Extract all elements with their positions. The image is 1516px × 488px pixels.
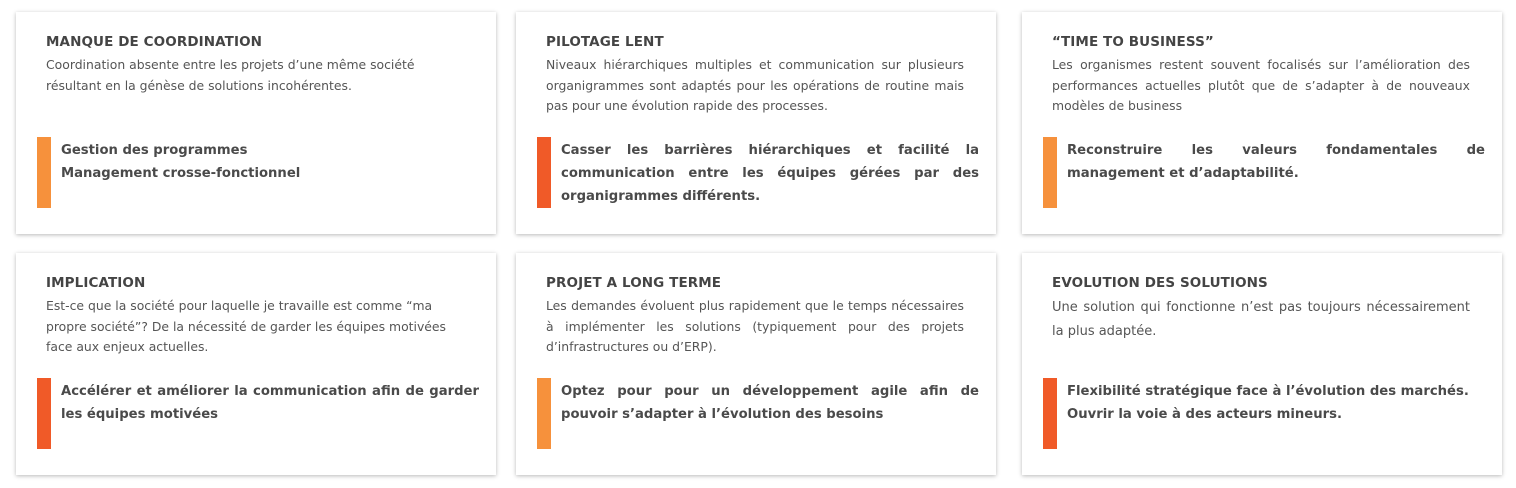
card-description: Coordination absente entre les projets d’une même société résultant en la génèse de solutions incohérentes.	[46, 57, 415, 93]
callout-text	[1067, 380, 1485, 426]
callout-line: Optez pour pour un développement agile afin de pouvoir s’adapter à l’évolution des besoins	[561, 384, 979, 422]
callout-text	[1067, 139, 1485, 185]
accent-bar	[537, 137, 551, 208]
accent-bar	[37, 378, 51, 449]
callout	[1043, 378, 1485, 449]
card-title: PILOTAGE LENT	[546, 34, 664, 50]
accent-bar	[37, 137, 51, 208]
card-pilotage-lent	[516, 12, 996, 234]
callout	[37, 137, 479, 208]
card-description: Une solution qui fonctionne n’est pas toujours nécessairement la plus adaptée.	[1052, 300, 1470, 339]
card-description: Les organismes restent souvent focalisés sur l’amélioration des performances actuelles plutôt que de s’adapter à de nouveaux modèles de business	[1052, 57, 1470, 113]
card-description: Niveaux hiérarchiques multiples et communication sur plusieurs organigrammes sont adaptés pour les opérations de routine mais pas pour une évolution rapide des processes.	[546, 57, 964, 113]
card-title: EVOLUTION DES SOLUTIONS	[1052, 275, 1268, 291]
callout-line: Management crosse-fonctionnel	[61, 166, 301, 181]
card-implication	[16, 253, 496, 475]
callout-text	[61, 380, 479, 426]
card-title: “TIME TO BUSINESS”	[1052, 34, 1214, 50]
card-projet-a-long-terme	[516, 253, 996, 475]
callout	[537, 378, 979, 449]
callout	[37, 378, 479, 449]
card-title: MANQUE DE COORDINATION	[46, 34, 263, 50]
accent-bar	[1043, 378, 1057, 449]
callout	[1043, 137, 1485, 208]
accent-bar	[1043, 137, 1057, 208]
callout-text	[61, 139, 479, 185]
card-title: IMPLICATION	[46, 275, 146, 291]
callout-line: Flexibilité stratégique face à l’évolution des marchés.	[1067, 384, 1469, 399]
card-evolution-des-solutions	[1022, 253, 1502, 475]
callout-line: Ouvrir la voie à des acteurs mineurs.	[1067, 407, 1342, 422]
callout-text	[561, 139, 979, 208]
callout-line: Accélérer et améliorer la communication afin de garder les équipes motivées	[61, 384, 479, 422]
callout-line: Reconstruire les valeurs fondamentales de management et d’adaptabilité.	[1067, 143, 1485, 181]
card-manque-de-coordination	[16, 12, 496, 234]
callout	[537, 137, 979, 208]
card-description: Les demandes évoluent plus rapidement que le temps nécessaires à implémenter les solutions (typiquement pour des projets d’infrastructures ou d’ERP).	[546, 298, 964, 354]
card-title: PROJET A LONG TERME	[546, 275, 722, 291]
card-description: Est-ce que la société pour laquelle je travaille est comme “ma propre société”? De la nécessité de garder les équipes motivées face aux enjeux actuelles.	[46, 298, 447, 354]
callout-text	[561, 380, 979, 426]
callout-line: Casser les barrières hiérarchiques et facilité la communication entre les équipes gérées par des organigrammes différents.	[561, 143, 979, 204]
accent-bar	[537, 378, 551, 449]
card-time-to-business	[1022, 12, 1502, 234]
callout-line: Gestion des programmes	[61, 143, 248, 158]
